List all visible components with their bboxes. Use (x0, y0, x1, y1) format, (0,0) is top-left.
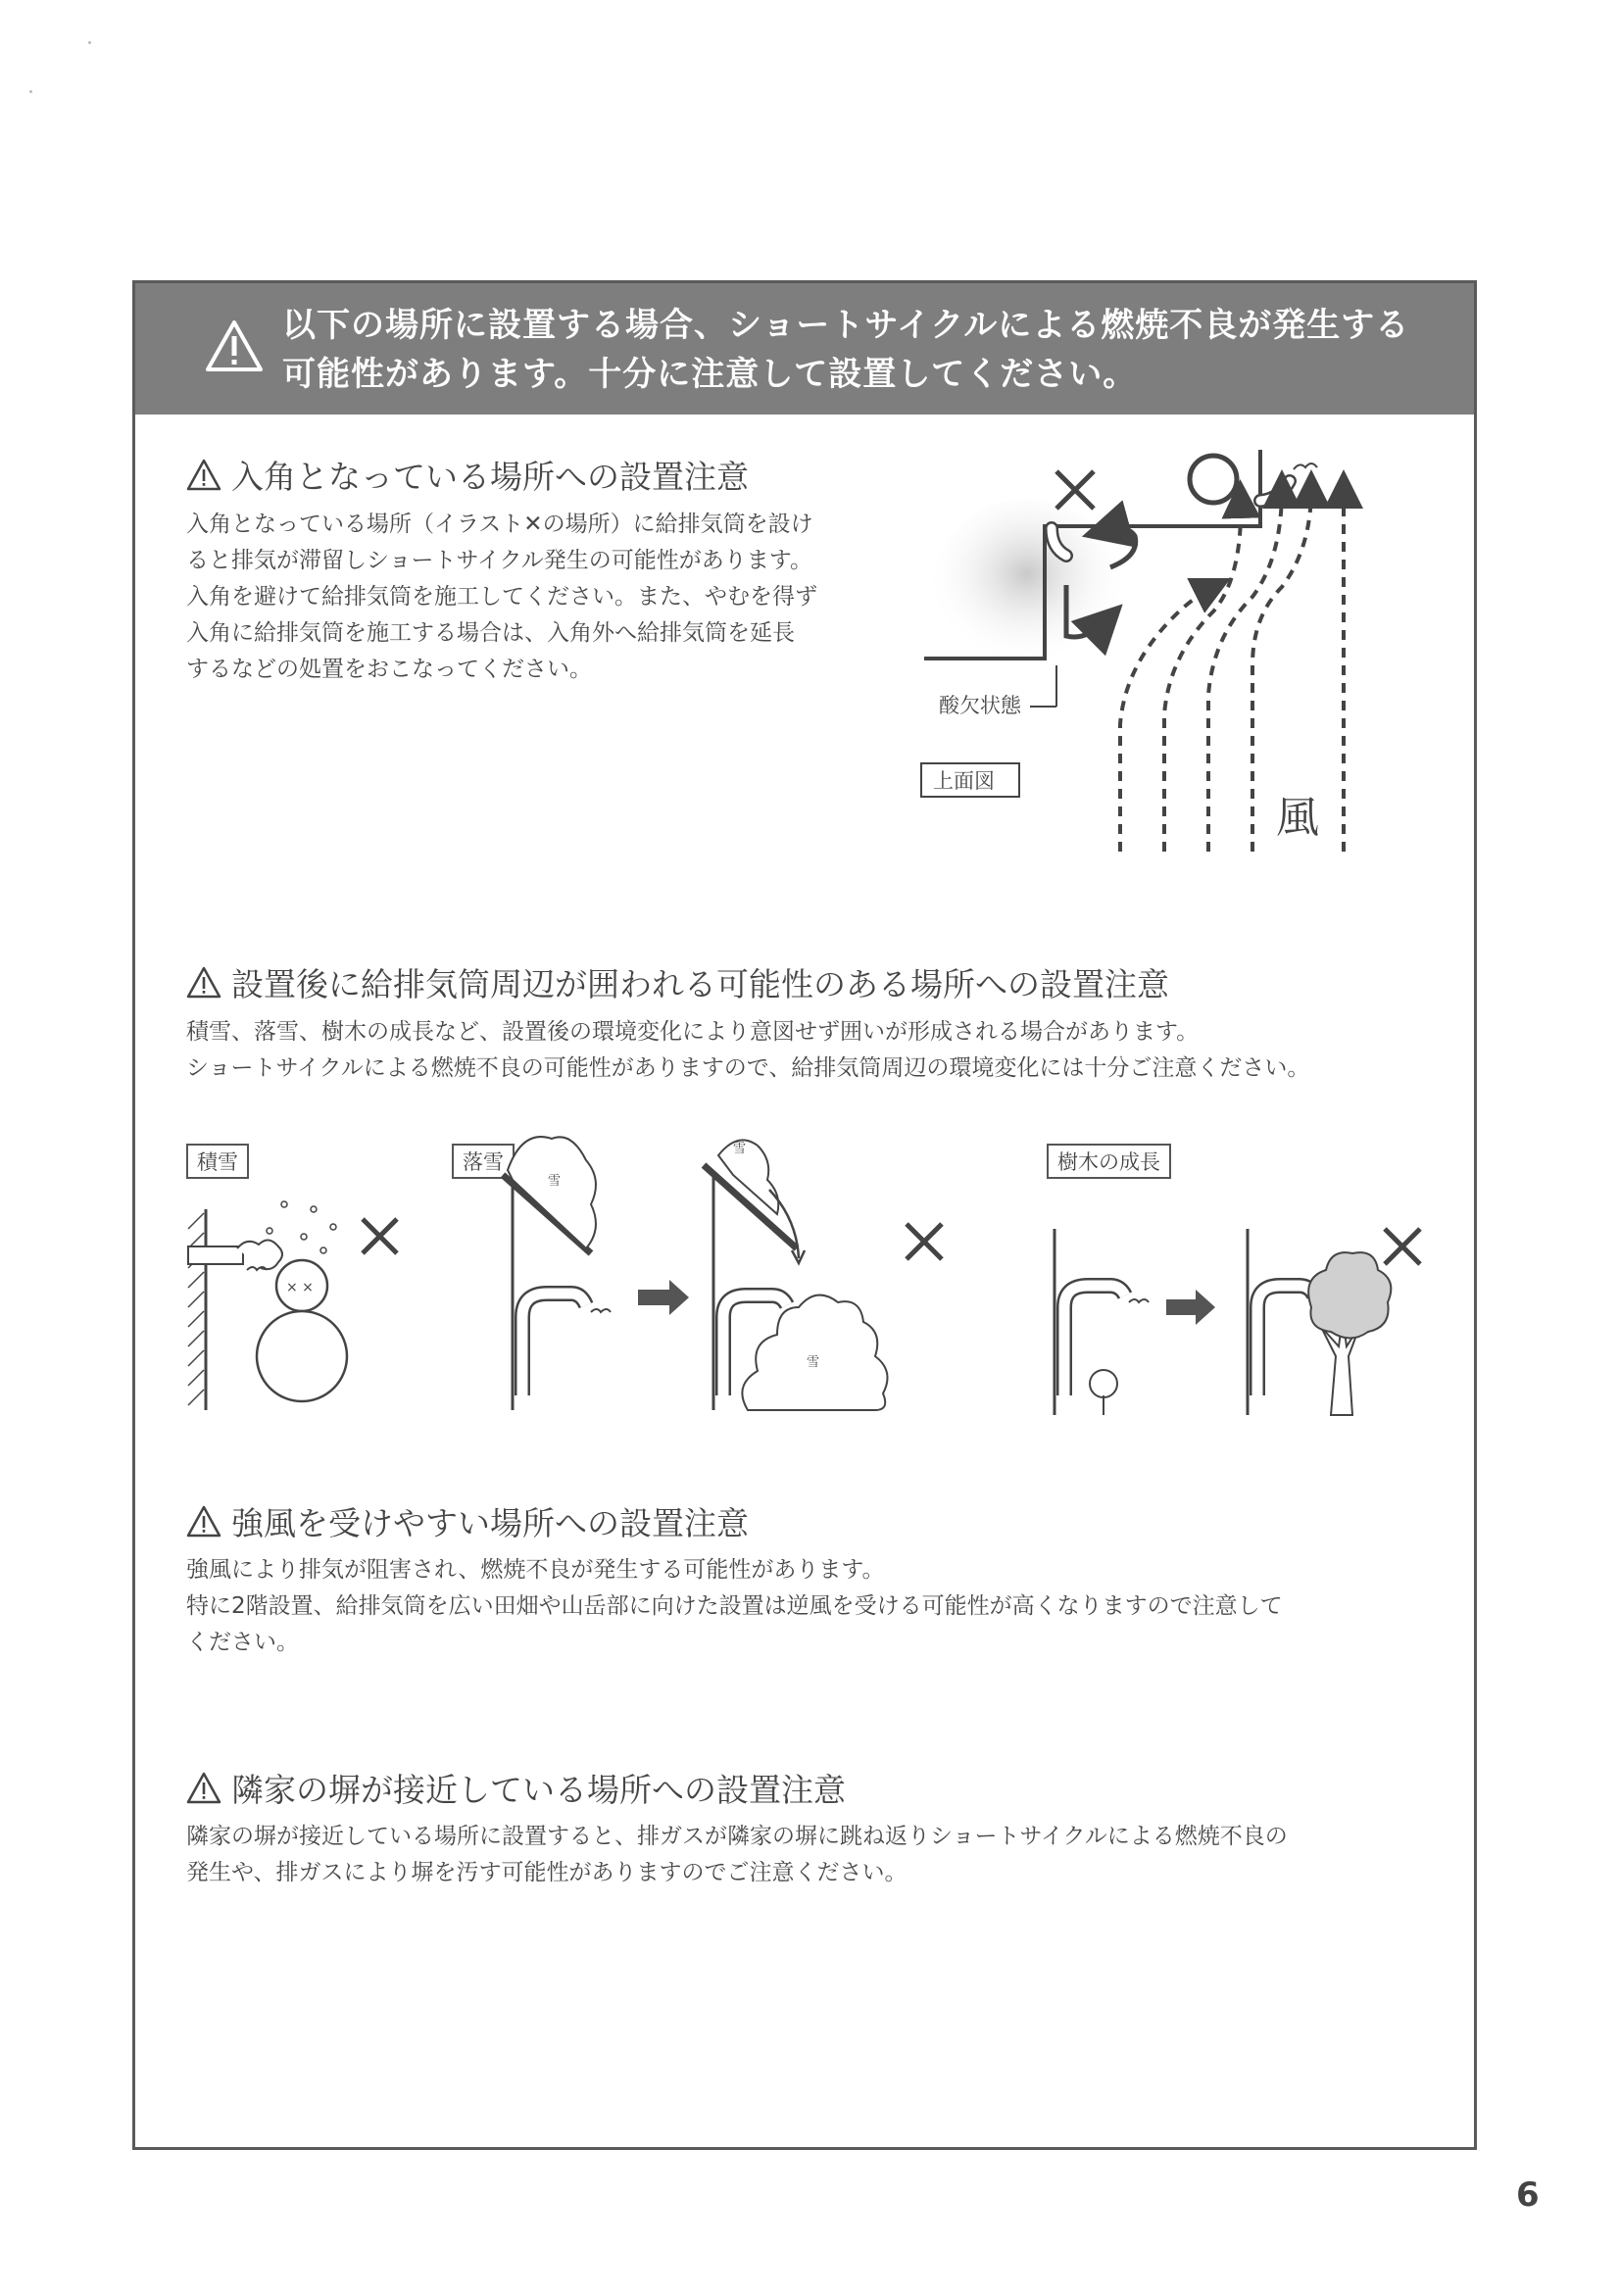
section-2-line: ショートサイクルによる燃焼不良の可能性がありますので、給排気筒周辺の環境変化には十分ご注意ください。 (186, 1055, 1310, 1081)
snow-label: 雪 (548, 1174, 562, 1189)
snow-pile (742, 1295, 887, 1410)
vent-pipe-icon (188, 1246, 243, 1264)
section-4-line: 隣家の塀が接近している場所に設置すると、排ガスが隣家の塀に跳ね返りショートサイクルによる燃焼不良の (186, 1824, 1288, 1849)
vent-pipe-icon (522, 1294, 586, 1395)
stagnant-exhaust-shade (934, 499, 1120, 665)
inside-corner-figure (919, 440, 1350, 852)
exhaust-puff-icon (591, 1309, 611, 1312)
warning-icon (186, 1505, 221, 1538)
section-3-body (186, 1552, 1283, 1661)
cross-mark-icon (1385, 1229, 1420, 1264)
section-1-line: ると排気が滞留しショートサイクル発生の可能性があります。 (186, 548, 812, 573)
section-3-title-text: 強風を受けやすい場所への設置注意 (231, 1504, 749, 1542)
cross-mark-icon (363, 1219, 397, 1253)
snow-label: 雪 (733, 1142, 747, 1156)
snow-accumulation-figure (186, 1190, 421, 1415)
vent-pipe-icon (1257, 1286, 1314, 1395)
section-4-title-text: 隣家の塀が接近している場所への設置注意 (231, 1771, 846, 1809)
snow-label: 雪 (807, 1355, 820, 1370)
vent-pipe-icon (522, 1294, 586, 1395)
tree-growth-figure (1037, 1209, 1429, 1420)
arrow-right-icon (1166, 1290, 1215, 1325)
warning-icon (186, 966, 221, 999)
wind-flow-line (1208, 489, 1282, 852)
section-2-title-text: 設置後に給排気筒周辺が囲われる可能性のある場所への設置注意 (231, 965, 1169, 1003)
section-1-line: 入角に給排気筒を施工する場合は、入角外へ給排気筒を延長 (186, 620, 795, 646)
arrow-right-icon (638, 1280, 689, 1315)
exhaust-puff-icon (1294, 464, 1317, 469)
banner-text (282, 301, 1435, 399)
section-4-title (186, 1765, 846, 1811)
cross-mark-icon (907, 1224, 942, 1259)
banner-line-1: 以下の場所に設置する場合、ショートサイクルによる燃焼不良が発生する (282, 306, 1410, 345)
section-1-line: 入角を避けて給排気筒を施工してください。また、やむを得ず (186, 584, 817, 610)
scan-speck (29, 90, 32, 93)
tag-snow-accumulation: 積雪 (186, 1144, 249, 1179)
section-1-title (186, 452, 749, 498)
section-1-line: するなどの処置をおこなってください。 (186, 657, 592, 682)
wall-hatch (188, 1213, 204, 1405)
warning-icon (186, 459, 221, 491)
small-tree-icon (1090, 1370, 1117, 1415)
section-2-line: 積雪、落雪、樹木の成長など、設置後の環境変化により意図せず囲いが形成される場合があります。 (186, 1019, 1200, 1045)
circle-ok-icon (1190, 456, 1237, 503)
snowman-body (257, 1311, 347, 1401)
page-number: 6 (1516, 2175, 1540, 2215)
section-3-line: 特に2階設置、給排気筒を広い田畑や山岳部に向けた設置は逆風を受ける可能性が高くなりますので注意して (186, 1593, 1283, 1619)
top-view-tag: 上面図 (933, 769, 995, 793)
grown-tree-icon (1308, 1252, 1391, 1415)
tag-falling-snow: 落雪 (452, 1144, 515, 1179)
oxygen-deficit-label: 酸欠状態 (939, 694, 1021, 717)
wind-flow-line (1164, 499, 1241, 852)
scan-speck (88, 41, 91, 44)
wind-label: 風 (1276, 793, 1319, 843)
section-3-title (186, 1498, 749, 1544)
snowman-face: × × (286, 1280, 314, 1295)
section-2-title (186, 959, 1169, 1005)
section-3-line: ください。 (186, 1630, 299, 1655)
caution-frame (132, 280, 1477, 2150)
caution-banner (135, 283, 1474, 415)
section-1-line: 入角となっている場所（イラスト✕の場所）に給排気筒を設け (186, 512, 813, 537)
section-1-body (186, 507, 817, 688)
warning-icon (186, 1772, 221, 1804)
banner-line-2: 可能性があります。十分に注意して設置してください。 (282, 355, 1138, 394)
section-2-body (186, 1014, 1309, 1087)
falling-snow-figure (493, 1121, 963, 1415)
section-1-title-text: 入角となっている場所への設置注意 (231, 458, 749, 496)
section-3-line: 強風により排気が阻害され、燃焼不良が発生する可能性があります。 (186, 1557, 885, 1583)
cross-mark-icon (1056, 471, 1094, 509)
exhaust-puff-icon (1129, 1299, 1149, 1302)
tag-tree-growth: 樹木の成長 (1047, 1144, 1171, 1179)
vent-pipe-icon (1257, 1286, 1314, 1395)
warning-icon (204, 318, 265, 373)
section-4-body (186, 1819, 1288, 1891)
section-4-line: 発生や、排ガスにより塀を汚す可能性がありますのでご注意ください。 (186, 1860, 908, 1885)
